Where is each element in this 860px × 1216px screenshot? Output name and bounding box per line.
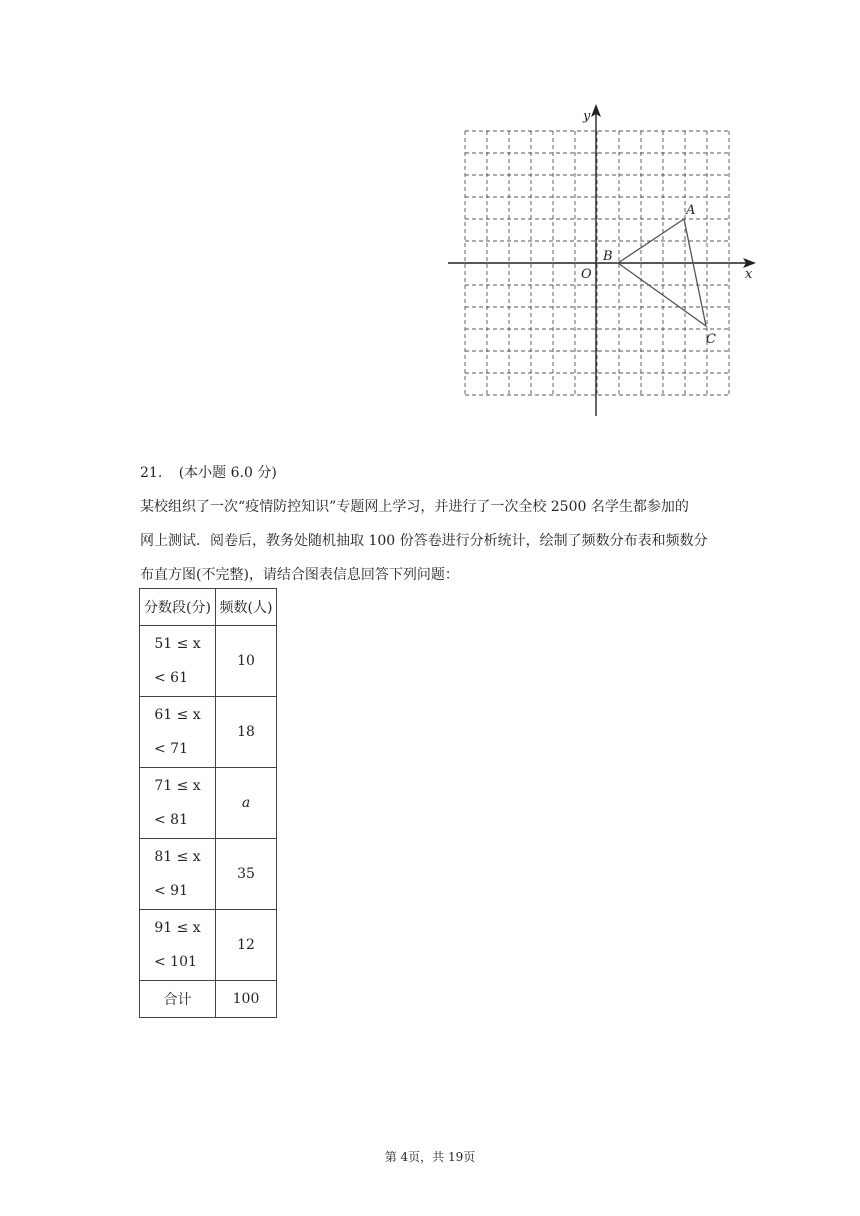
- question-header: [140, 462, 277, 482]
- question-line: 网上测试．阅卷后，教务处随机抽取 100 份答卷进行分析统计，绘制了频数分布表和频数分: [140, 533, 708, 549]
- frequency-cell: 18: [216, 697, 277, 768]
- coordinate-grid-figure: [440, 100, 760, 420]
- total-value: 100: [216, 981, 277, 1018]
- frequency-cell-unknown: a: [216, 768, 277, 839]
- score-range-cell: [140, 626, 216, 697]
- question-text: [140, 490, 750, 592]
- score-range-cell: [140, 768, 216, 839]
- frequency-cell: 35: [216, 839, 277, 910]
- score-range-cell: [140, 839, 216, 910]
- total-label: 合计: [140, 981, 216, 1018]
- point-a-label: A: [686, 203, 696, 218]
- range-lower: 81 ≤ x: [154, 849, 201, 865]
- question-score: (本小题 6.0 分): [178, 465, 277, 481]
- range-upper: < 71: [154, 741, 188, 757]
- y-axis-label: y: [583, 109, 591, 124]
- range-upper: < 91: [154, 883, 188, 899]
- question-line: 某校组织了一次“疫情防控知识”专题网上学习，并进行了一次全校 2500 名学生都参加的: [140, 499, 689, 515]
- table-row: [140, 910, 277, 981]
- score-range-cell: [140, 697, 216, 768]
- range-upper: < 61: [154, 670, 188, 686]
- origin-label: O: [581, 267, 592, 282]
- frequency-cell: 12: [216, 910, 277, 981]
- range-lower: 61 ≤ x: [154, 707, 201, 723]
- header-frequency: 频数(人): [216, 589, 277, 626]
- frequency-table: [139, 588, 277, 1018]
- point-b-label: B: [603, 249, 613, 264]
- range-lower: 91 ≤ x: [154, 920, 201, 936]
- range-upper: < 101: [154, 954, 197, 970]
- table-row: [140, 626, 277, 697]
- page-footer: 第 4页，共 19页: [384, 1150, 476, 1164]
- range-upper: < 81: [154, 812, 188, 828]
- range-lower: 71 ≤ x: [154, 778, 201, 794]
- point-c-label: C: [706, 332, 716, 347]
- header-score-range: 分数段(分): [140, 589, 216, 626]
- x-axis-label: x: [745, 267, 753, 282]
- question-number: 21.: [140, 465, 163, 481]
- table-row: [140, 697, 277, 768]
- question-line: 布直方图(不完整)，请结合图表信息回答下列问题：: [140, 567, 459, 583]
- table-total-row: [140, 981, 277, 1018]
- triangle-abc: [618, 219, 706, 326]
- range-lower: 51 ≤ x: [154, 636, 201, 652]
- table-row: [140, 768, 277, 839]
- table-header-row: [140, 589, 277, 626]
- frequency-cell: 10: [216, 626, 277, 697]
- score-range-cell: [140, 910, 216, 981]
- table-row: [140, 839, 277, 910]
